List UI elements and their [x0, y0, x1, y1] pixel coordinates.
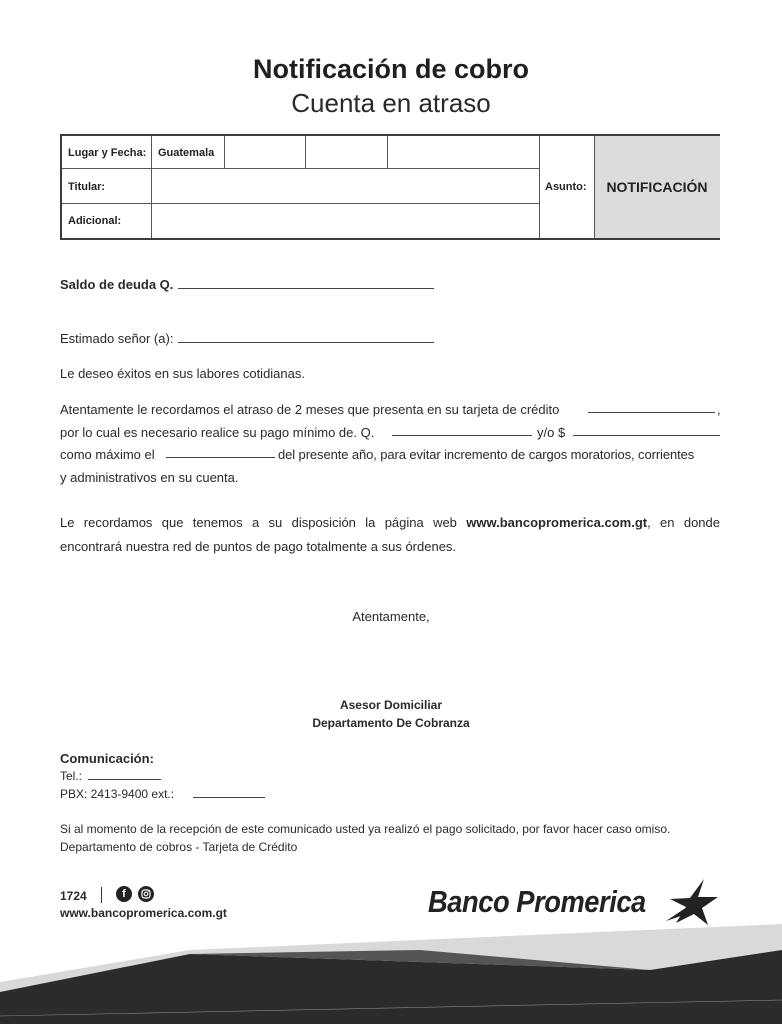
footer-phone: 1724 — [60, 889, 87, 903]
table-divider — [62, 203, 539, 204]
greeting-text: Le deseo éxitos en sus labores cotidianas. — [60, 366, 305, 381]
notice-line1: Si al momento de la recepción de este comunicado usted ya realizó el pago solicitado, por favor hacer caso omiso. — [60, 822, 671, 836]
titular-label: Titular: — [68, 181, 106, 193]
instagram-icon[interactable] — [138, 886, 154, 902]
table-divider — [539, 136, 540, 238]
lugar-fecha-value: Guatemala — [158, 147, 215, 159]
pbx-ext-blank-line — [193, 797, 265, 798]
footer-divider — [101, 887, 102, 903]
tel-label: Tel.: — [60, 769, 83, 783]
table-divider — [224, 136, 225, 168]
asunto-label: Asunto: — [545, 181, 587, 193]
facebook-icon[interactable]: f — [116, 886, 132, 902]
p2-line1-b: , en donde — [647, 515, 720, 530]
p2-line1-a: Le recordamos que tenemos a su disposición la página web — [60, 515, 457, 530]
tel-blank-line — [88, 779, 161, 780]
signature-department: Departamento De Cobranza — [312, 716, 470, 730]
brand-logo-text: Banco Promerica — [428, 884, 646, 919]
website-link[interactable]: www.bancopromerica.com.gt — [466, 515, 648, 530]
minimum-usd-blank-line — [573, 435, 720, 436]
p1-line2-a: por lo cual es necesario realice su pago mínimo de. Q. — [60, 425, 375, 440]
signature-role: Asesor Domiciliar — [339, 698, 443, 712]
p1-line1-comma: , — [717, 402, 721, 417]
page-subtitle: Cuenta en atraso — [291, 88, 491, 118]
pbx-label: PBX: 2413-9400 ext.: — [60, 787, 175, 801]
page-title: Notificación de cobro — [252, 54, 530, 84]
table-divider — [387, 136, 388, 168]
closing-text: Atentamente, — [352, 609, 430, 624]
p1-line3-b: del presente año, para evitar incremento de cargos moratorios, corrientes — [278, 447, 695, 462]
table-divider — [305, 136, 306, 168]
notice-line2: Departamento de cobros - Tarjeta de Crédito — [60, 840, 298, 854]
p1-line1: Atentamente le recordamos el atraso de 2 meses que presenta en su tarjeta de crédito — [60, 402, 560, 417]
info-table — [60, 134, 720, 240]
estimado-label: Estimado señor (a): — [60, 331, 174, 346]
card-blank-line — [588, 412, 715, 413]
minimum-q-blank-line — [392, 435, 532, 436]
table-divider — [151, 136, 152, 238]
asunto-value: NOTIFICACIÓN — [606, 179, 708, 195]
footer-website[interactable]: www.bancopromerica.com.gt — [60, 906, 227, 920]
saldo-blank-line — [178, 288, 434, 289]
communication-heading: Comunicación: — [60, 751, 154, 766]
adicional-label: Adicional: — [68, 215, 122, 227]
footer-decoration — [0, 920, 782, 1024]
p1-line2-b: y/o $ — [537, 425, 566, 440]
p1-line4: y administrativos en su cuenta. — [60, 470, 239, 485]
p1-line3-a: como máximo el — [60, 447, 155, 462]
estimado-blank-line — [178, 342, 434, 343]
p2-line1 — [60, 511, 720, 534]
lugar-fecha-label: Lugar y Fecha: — [68, 147, 147, 159]
saldo-label: Saldo de deuda Q. — [60, 277, 174, 292]
table-divider — [62, 168, 539, 169]
due-date-blank-line — [166, 457, 275, 458]
p2-line2: encontrará nuestra red de puntos de pago totalmente a sus órdenes. — [60, 539, 457, 554]
